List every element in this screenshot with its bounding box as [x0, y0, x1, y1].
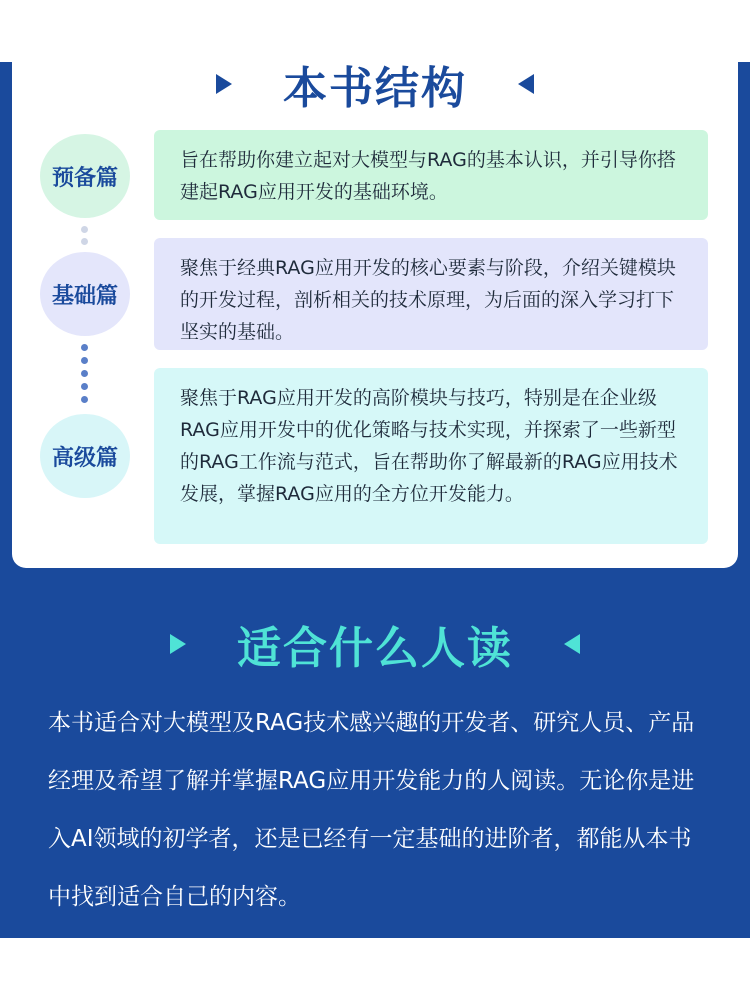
section-label-advanced — [40, 414, 130, 498]
audience-title: 适合什么人读 — [237, 623, 513, 674]
section-description: 聚焦于经典RAG应用开发的核心要素与阶段，介绍关键模块的开发过程，剖析相关的技术原理，为后面的深入学习打下坚实的基础。 — [180, 257, 676, 343]
audience-title-row — [0, 612, 750, 676]
connector-dot — [81, 357, 88, 364]
connector-dot — [81, 226, 88, 233]
connector-dot — [81, 238, 88, 245]
section-label-basic — [40, 252, 130, 336]
connector-dot — [81, 396, 88, 403]
section-label-text: 基础篇 — [51, 283, 118, 309]
section-box-advanced — [154, 368, 708, 544]
connector-dot — [81, 370, 88, 377]
section-label-text: 高级篇 — [51, 445, 118, 471]
triangle-left-icon — [518, 74, 534, 94]
section-box-preparation — [154, 130, 708, 220]
structure-title: 本书结构 — [283, 63, 467, 114]
audience-description: 本书适合对大模型及RAG技术感兴趣的开发者、研究人员、产品经理及希望了解并掌握RAG应用开发能力的人阅读。无论你是进入AI领域的初学者，还是已经有一定基础的进阶者，都能从本书中找到适合自己的内容。 — [48, 710, 695, 910]
section-description: 旨在帮助你建立起对大模型与RAG的基本认识，并引导你搭建起RAG应用开发的基础环境。 — [180, 149, 676, 203]
section-label-text: 预备篇 — [51, 165, 118, 191]
section-label-preparation — [40, 134, 130, 218]
connector-dot — [81, 344, 88, 351]
triangle-right-icon — [216, 74, 232, 94]
triangle-left-icon — [564, 634, 580, 654]
triangle-right-icon — [170, 634, 186, 654]
section-description: 聚焦于RAG应用开发的高阶模块与技巧，特别是在企业级RAG应用开发中的优化策略与技术实现，并探索了一些新型的RAG工作流与范式，旨在帮助你了解最新的RAG应用技术发展，掌握RAG应用的全方位开发能力。 — [180, 387, 678, 505]
section-box-basic — [154, 238, 708, 350]
structure-title-row — [0, 52, 750, 116]
connector-dot — [81, 383, 88, 390]
